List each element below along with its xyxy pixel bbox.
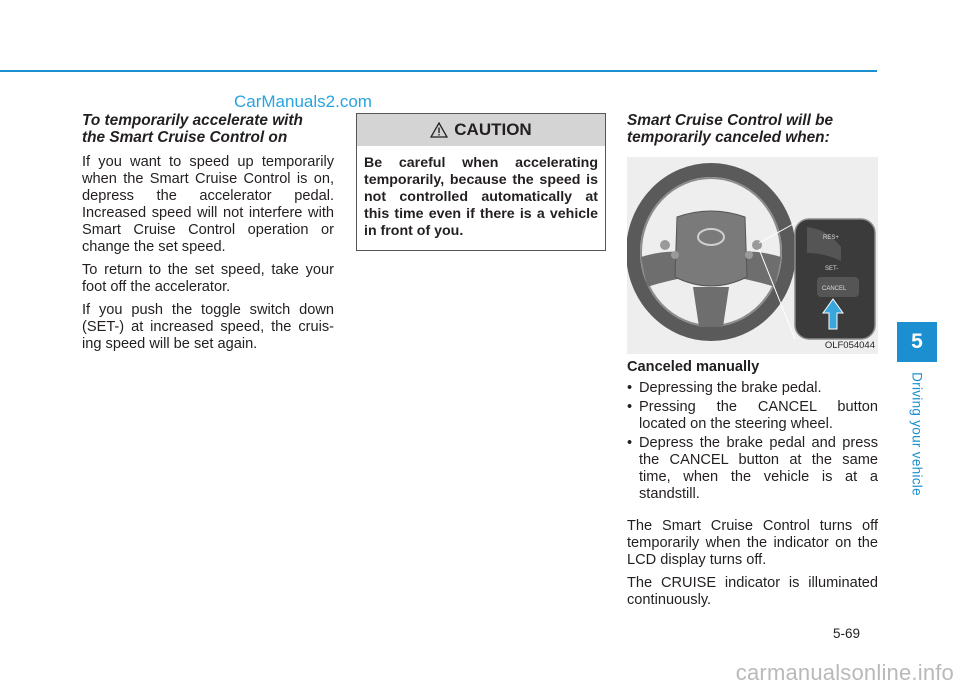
res-label: RES+ <box>823 235 839 241</box>
subheading: Canceled manually <box>627 359 760 375</box>
watermark-bottom: carmanualsonline.info <box>735 660 954 685</box>
section-heading-canceled <box>627 112 878 146</box>
right-column-body <box>627 359 878 615</box>
top-rule <box>0 70 877 72</box>
list-item: • Depress the brake pedal and press the CANCEL button at the same time, when the vehicle is at a standstill. <box>627 435 878 503</box>
paragraph: The CRUISE indicator is illuminated continuously. <box>627 575 878 608</box>
caution-box <box>356 113 606 251</box>
left-column <box>82 112 334 359</box>
list-item: • Pressing the CANCEL button located on the steering wheel. <box>627 399 878 433</box>
watermark-top: CarManuals2.com <box>234 92 372 111</box>
caution-text: Be careful when accelerating temporarily, because the speed is not controlled automatically at this time even if there is a vehicle in front of you. <box>364 155 598 239</box>
right-column-heading <box>627 112 878 154</box>
paragraph: If you push the toggle switch down (SET-) at increased speed, the cruis-ing speed will be set again. <box>82 302 334 352</box>
caution-title: CAUTION <box>454 120 532 139</box>
paragraph: To return to the set speed, take your foot off the accelerator. <box>82 262 334 295</box>
chapter-tab: 5 <box>897 322 937 362</box>
warning-triangle-icon <box>430 122 448 138</box>
heading-line: To temporarily accelerate with <box>82 112 303 129</box>
paragraph: The Smart Cruise Control turns off temporarily when the indicator on the LCD display turns off. <box>627 518 878 568</box>
cancel-label: CANCEL <box>822 286 847 292</box>
set-label: SET- <box>825 266 839 272</box>
bullet-list <box>627 380 878 503</box>
heading-line: temporarily canceled when: <box>627 129 830 146</box>
steering-wheel-figure <box>627 157 878 354</box>
page-number: 5-69 <box>833 626 861 641</box>
paragraph: If you want to speed up temporarily when the Smart Cruise Control is on, depress the accelerator pedal. Increased speed will not interfere with Smart Cruise Control operation or change the set speed. <box>82 154 334 255</box>
caution-header <box>357 114 605 146</box>
figure-code: OLF054044 <box>824 340 875 351</box>
heading-line: Smart Cruise Control will be <box>627 112 834 129</box>
chapter-label: Driving your vehicle <box>909 372 925 496</box>
steering-wheel-illustration <box>627 157 878 354</box>
heading-line: the Smart Cruise Control on <box>82 129 288 146</box>
list-item: • Depressing the brake pedal. <box>627 380 878 397</box>
section-heading-accelerate <box>82 112 334 146</box>
